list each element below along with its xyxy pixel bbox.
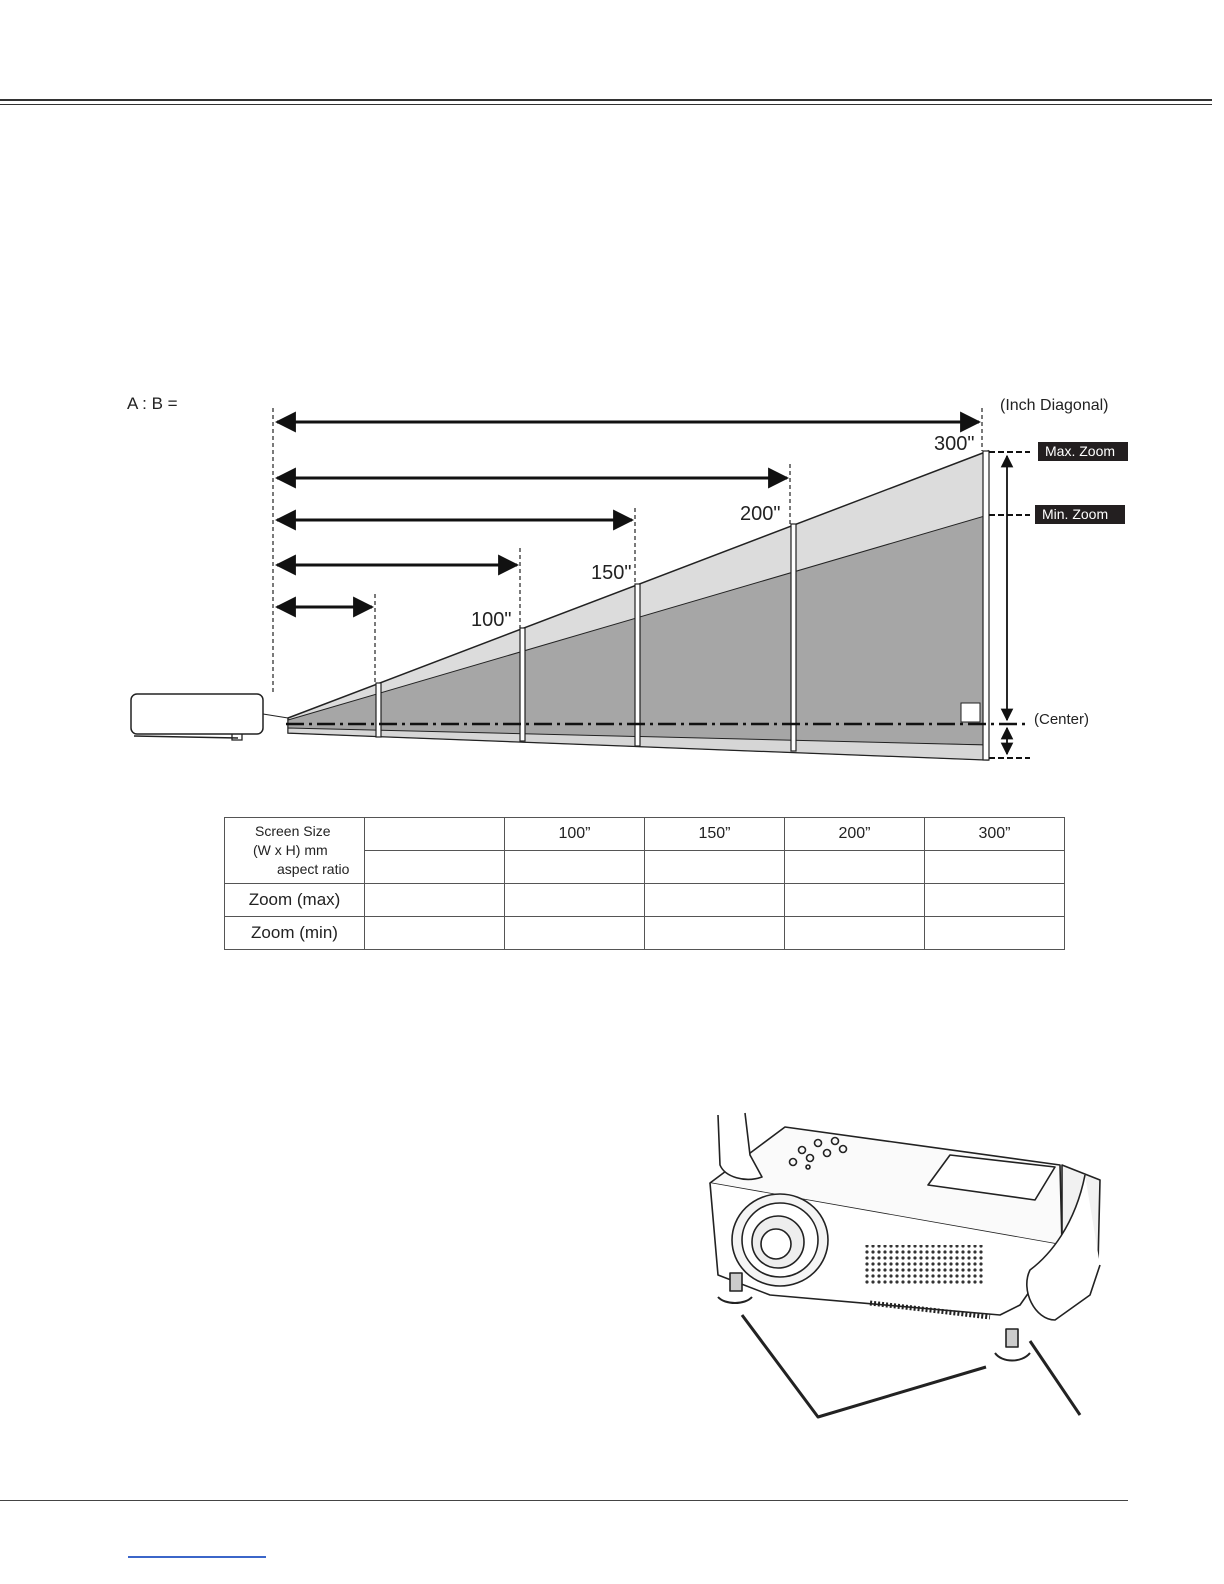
screen-size-table	[224, 817, 1065, 950]
feet-pointer-lines	[742, 1315, 986, 1417]
table-cell	[925, 851, 1065, 884]
table-cell	[785, 884, 925, 917]
table-cell	[925, 917, 1065, 950]
screen-post-150	[635, 584, 640, 746]
table-cell	[645, 884, 785, 917]
column-header-300: 300”	[925, 818, 1065, 851]
table-cell	[365, 917, 505, 950]
table-cell	[505, 851, 645, 884]
size-label-100: 100"	[471, 609, 512, 631]
column-header-150: 150”	[645, 818, 785, 851]
right-foot	[995, 1329, 1030, 1361]
table-cell	[925, 884, 1065, 917]
vent-grid	[865, 1245, 985, 1285]
foot-pointer-line	[1030, 1341, 1080, 1415]
screen-size-header	[225, 818, 365, 884]
size-label-200: 200"	[740, 503, 781, 525]
column-header-200: 200”	[785, 818, 925, 851]
projector-feet-illustration	[690, 1105, 1110, 1425]
size-label-300: 300"	[934, 433, 975, 455]
screen-post-300	[983, 451, 989, 760]
table-cell	[645, 851, 785, 884]
table-row	[225, 917, 1065, 950]
table-row	[225, 818, 1065, 851]
screen-size-label: Screen Size	[255, 823, 331, 839]
center-marker	[961, 703, 980, 722]
lens-icon	[732, 1194, 828, 1286]
column-header-blank	[365, 818, 505, 851]
aspect-ratio-label: aspect ratio	[277, 861, 350, 877]
table-cell	[785, 917, 925, 950]
zoom-max-label: Zoom (max)	[225, 884, 365, 917]
footer-link-underline[interactable]	[128, 1556, 266, 1558]
left-hand	[718, 1113, 762, 1179]
table-cell	[645, 917, 785, 950]
table-cell	[785, 851, 925, 884]
table-row	[225, 884, 1065, 917]
table-cell	[505, 884, 645, 917]
wxh-label: (W x H) mm	[253, 842, 328, 858]
center-label: (Center)	[1034, 711, 1090, 728]
table-cell	[365, 851, 505, 884]
table-cell	[505, 917, 645, 950]
screen-post-200	[791, 524, 796, 751]
screen-post-min	[376, 683, 381, 737]
table-cell	[365, 884, 505, 917]
min-zoom-badge: Min. Zoom	[1035, 505, 1125, 524]
projector-illustration	[131, 694, 288, 740]
footer-rule	[0, 1500, 1128, 1501]
column-header-100: 100”	[505, 818, 645, 851]
zoom-min-label: Zoom (min)	[225, 917, 365, 950]
size-label-150: 150"	[591, 562, 632, 584]
inch-diagonal-label: (Inch Diagonal)	[1000, 397, 1109, 414]
ratio-label: A : B =	[127, 394, 178, 413]
max-zoom-badge: Max. Zoom	[1038, 442, 1128, 461]
